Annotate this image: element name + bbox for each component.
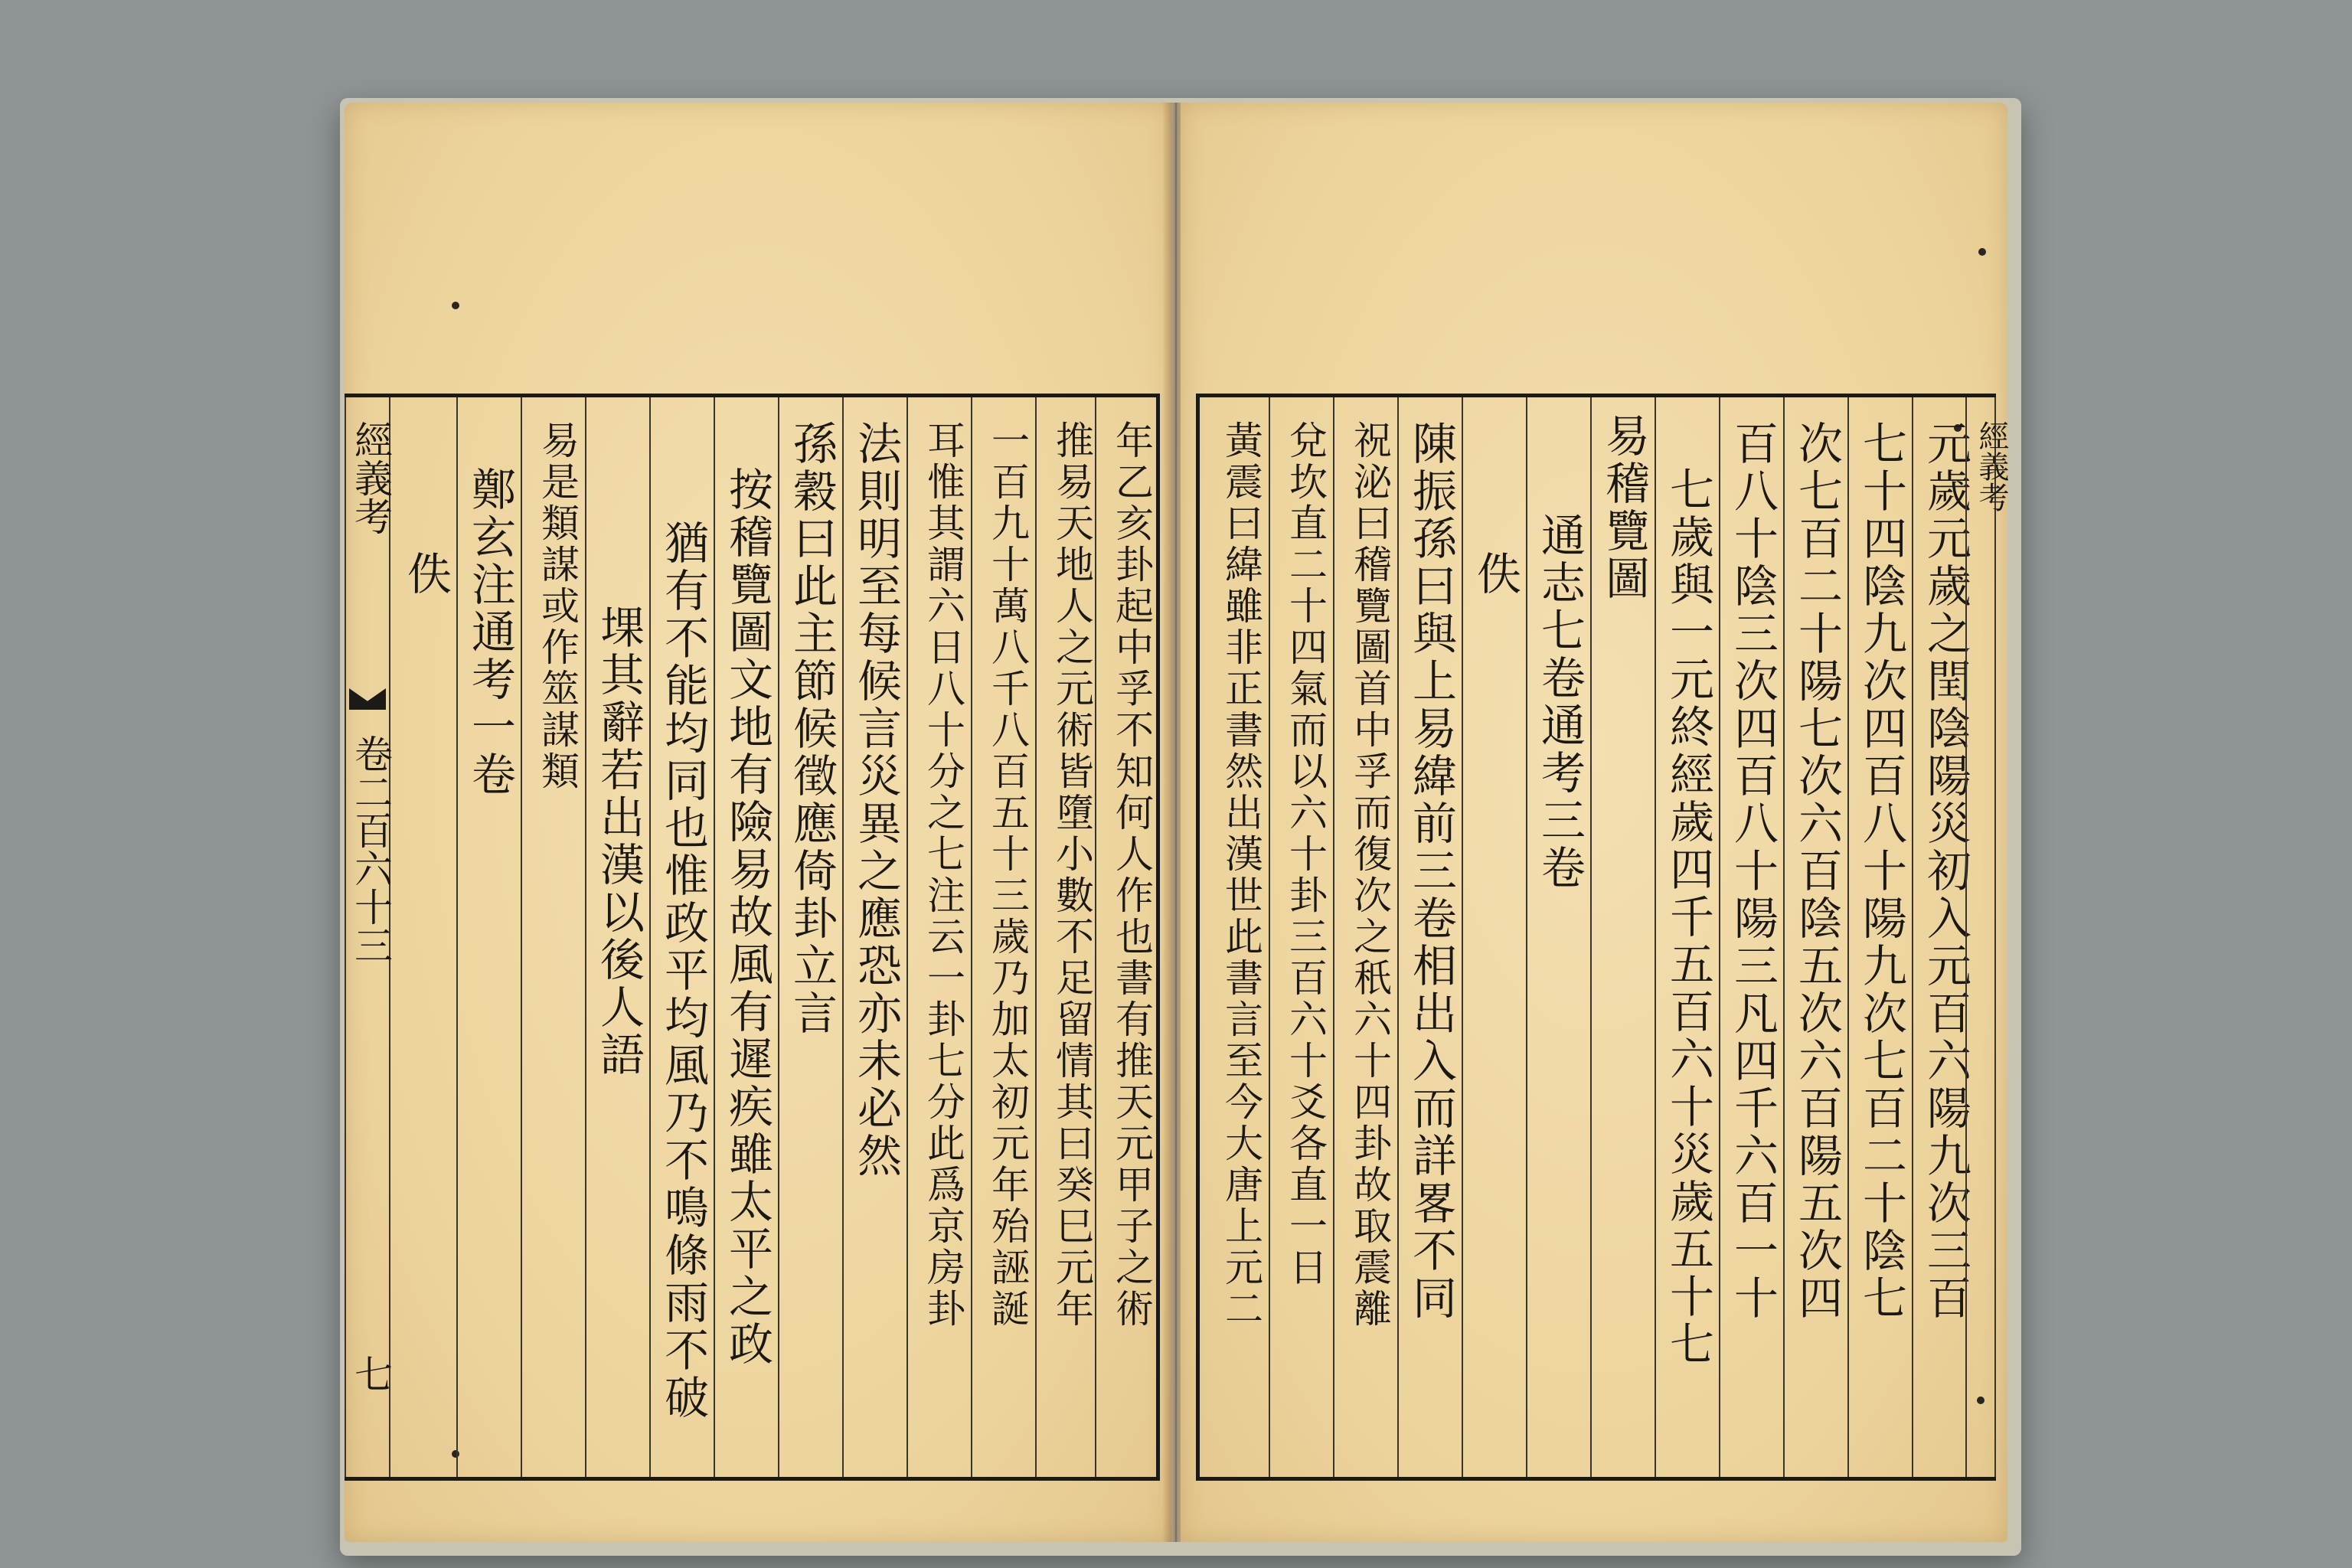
text-column: 百八十陰三次四百八十陽三凡四千六百一十	[1719, 397, 1783, 1477]
text-column: 鄭玄注通考一卷	[456, 397, 521, 1477]
left-page	[345, 103, 1171, 1542]
right-text-frame	[1196, 394, 2009, 1481]
banxin-volume: 卷二百六十三	[348, 734, 393, 964]
banxin-title: 經義考	[348, 420, 393, 535]
text-column: 孫穀曰此主節候徵應倚卦立言	[778, 397, 842, 1477]
text-column: 黃震曰緯雖非正書然出漢世此書言至今大唐上元二	[1219, 420, 1263, 1330]
text-column: 一百九十萬八千八百五十三歲乃加太初元年殆誣誕	[971, 397, 1035, 1477]
text-column: 陳振孫曰與上易緯前三卷相出入而詳畧不同	[1397, 397, 1462, 1477]
text-column: 七歲與一元終經歲四千五百六十災歲五十七	[1655, 397, 1719, 1477]
banxin	[345, 397, 393, 1477]
binding-hole	[452, 302, 459, 309]
text-column: 佚	[1462, 397, 1526, 1477]
banxin-leaf: 七	[348, 1354, 393, 1393]
text-column: 法則明至每候言災異之應恐亦未必然	[842, 397, 906, 1477]
banxin	[1965, 397, 2009, 1477]
text-column: 祝泌曰稽覽圖首中孚而復次之秖六十四卦故取震離	[1333, 397, 1397, 1477]
text-column: 推易天地人之元術皆墮小數不足留情其曰癸巳元年	[1035, 397, 1099, 1477]
right-page	[1181, 103, 2007, 1542]
text-column: 通志七卷通考三卷	[1526, 397, 1590, 1477]
text-column: 易是類謀或作筮謀類	[521, 397, 585, 1477]
text-column: 佚	[400, 550, 452, 598]
text-column: 次七百二十陽七次六百陰五次六百陽五次四	[1783, 397, 1847, 1477]
text-column: 堁其辭若出漢以後人語	[585, 397, 649, 1477]
text-column: 易稽覽圖	[1590, 397, 1655, 1477]
text-column: 七十四陰九次四百八十陽九次七百二十陰七	[1847, 397, 1912, 1477]
text-column: 按稽覽圖文地有險易故風有遲疾雖太平之政	[714, 397, 778, 1477]
banxin-title: 經義考	[1974, 420, 2009, 512]
text-column: 年乙亥卦起中孚不知何人作也書有推天元甲子之術	[1095, 397, 1159, 1477]
text-column: 耳惟其謂六日八十分之七注云一卦七分此爲京房卦	[906, 397, 971, 1477]
text-column: 元歲元歲之閏陰陽災初入元百六陽九次三百	[1912, 397, 1976, 1477]
left-text-frame	[345, 394, 1160, 1481]
text-column: 兌坎直二十四氣而以六十卦三百六十爻各直一日	[1269, 397, 1333, 1477]
binding-hole	[1978, 248, 1986, 256]
fishtail-mark	[349, 688, 386, 710]
text-column: 猶有不能均同也惟政平均風乃不鳴條雨不破	[649, 397, 714, 1477]
